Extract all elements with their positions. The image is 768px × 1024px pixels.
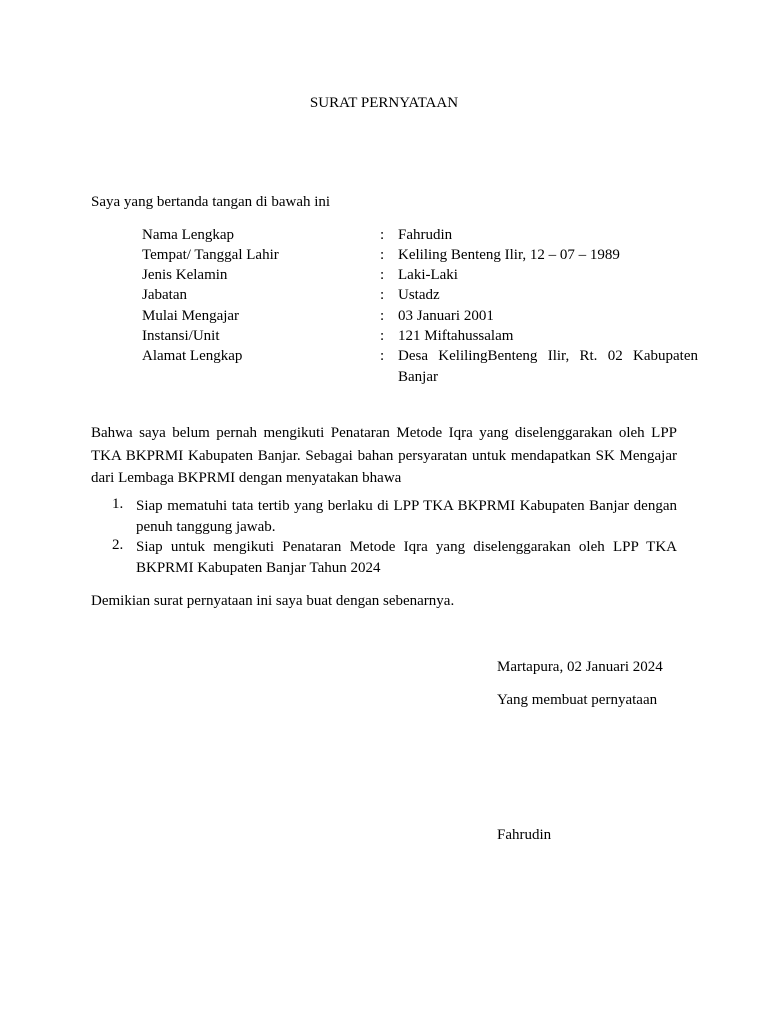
field-value: 03 Januari 2001 xyxy=(398,308,494,324)
field-colon: : xyxy=(380,348,385,364)
field-value: Laki-Laki xyxy=(398,267,458,283)
list-number: 1. xyxy=(112,496,124,512)
field-label: Mulai Mengajar xyxy=(142,308,240,324)
field-colon: : xyxy=(380,247,385,263)
field-value: Fahrudin xyxy=(398,227,453,243)
document-title: SURAT PERNYATAAN xyxy=(309,95,459,111)
field-colon: : xyxy=(380,328,385,344)
field-label: Alamat Lengkap xyxy=(142,348,243,364)
field-colon: : xyxy=(380,227,385,243)
field-label: Tempat/ Tanggal Lahir xyxy=(142,247,279,263)
list-number: 2. xyxy=(112,537,124,553)
field-colon: : xyxy=(380,308,385,324)
place-date: Martapura, 02 Januari 2024 xyxy=(497,659,663,675)
field-label: Instansi/Unit xyxy=(142,328,220,344)
field-label: Jenis Kelamin xyxy=(142,267,228,283)
closing-text: Demikian surat pernyataan ini saya buat dengan sebenarnya. xyxy=(91,593,455,609)
intro-text: Saya yang bertanda tangan di bawah ini xyxy=(91,194,331,210)
field-value: Ustadz xyxy=(398,287,440,303)
list-text: Siap mematuhi tata tertib yang berlaku di LPP TKA BKPRMI Kabupaten Banjar dengan penuh tanggung jawab. xyxy=(136,498,677,535)
field-value: Keliling Benteng Ilir, 12 – 07 – 1989 xyxy=(398,247,620,263)
field-value: Desa KelilingBenteng Ilir, Rt. 02 Kabupaten Banjar xyxy=(398,348,698,385)
statement-paragraph: Bahwa saya belum pernah mengikuti Penataran Metode Iqra yang diselenggarakan oleh LPP TKA BKPRMI Kabupaten Banjar. Sebagai bahan persyaratan untuk mendapatkan SK Mengajar dari Lembaga BKPRMI dengan menyatakan bhawa xyxy=(91,425,677,486)
field-colon: : xyxy=(380,287,385,303)
field-label: Nama Lengkap xyxy=(142,227,235,243)
maker-label: Yang membuat pernyataan xyxy=(497,692,658,708)
field-label: Jabatan xyxy=(142,287,187,303)
list-text: Siap untuk mengikuti Penataran Metode Iqra yang diselenggarakan oleh LPP TKA BKPRMI Kabupaten Banjar Tahun 2024 xyxy=(136,539,677,576)
field-value: 121 Miftahussalam xyxy=(398,328,514,344)
signer-name: Fahrudin xyxy=(497,827,552,843)
field-colon: : xyxy=(380,267,385,283)
